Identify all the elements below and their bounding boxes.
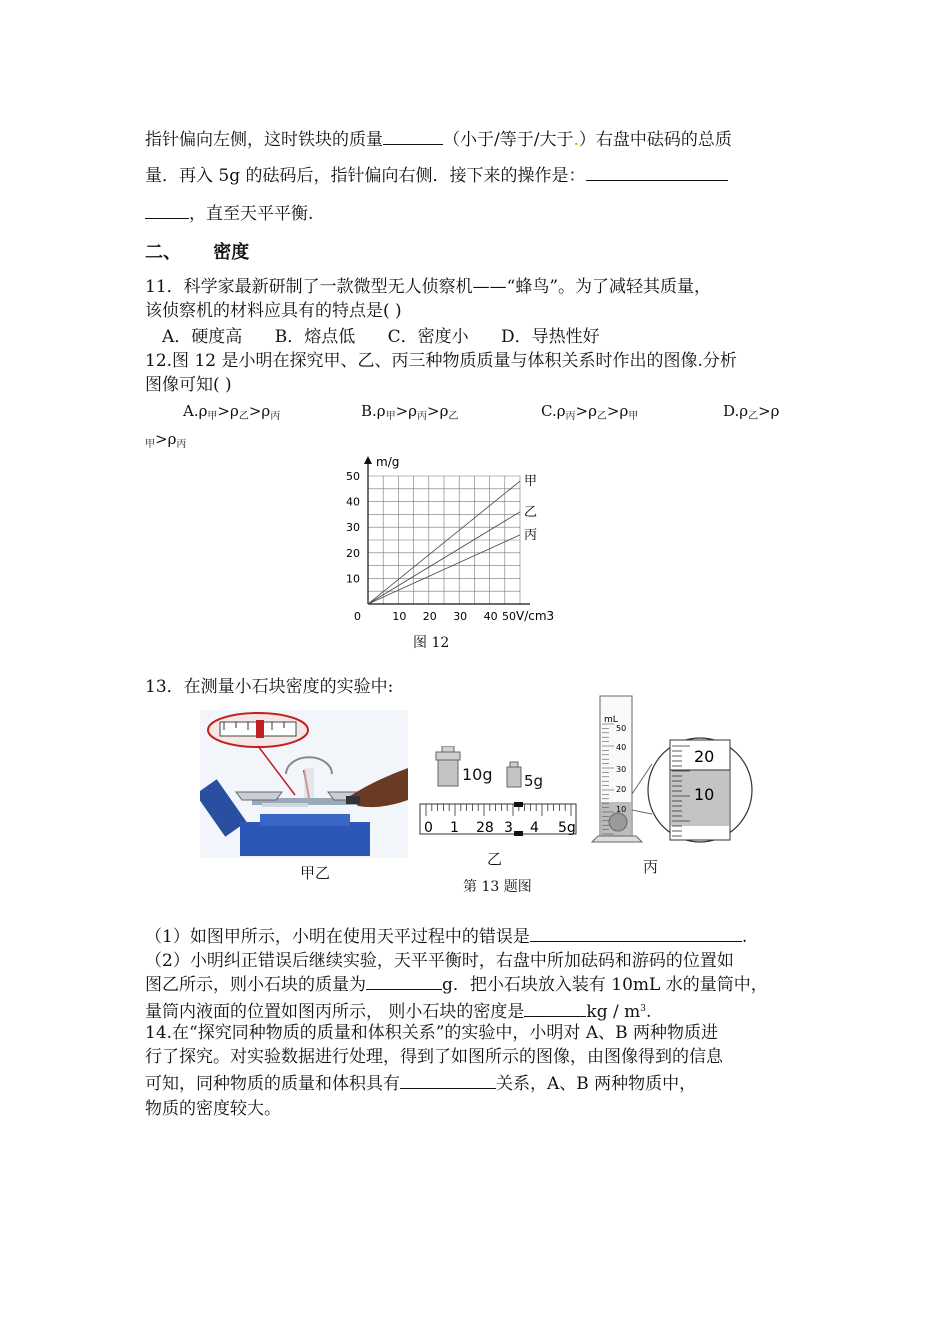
q12-option-a[interactable]: $A.\rho_甲>\rho_乙>\rho_丙$ (183, 402, 281, 422)
q12-option-d-cont: $_甲>\rho_丙$ (145, 430, 187, 450)
weight-5g-icon (507, 767, 521, 787)
q12-line2: 图像可知( ) (145, 375, 232, 395)
zoom-label-10: 10 (694, 785, 715, 804)
rider-marker-bottom (514, 831, 523, 836)
q10-text-b: （小于/等于/大于 (443, 130, 574, 150)
label-bing: 丙 (643, 858, 659, 876)
weight-10g-label: 10g (462, 765, 493, 784)
label-yi: 乙 (487, 850, 503, 868)
balance-base (240, 822, 370, 856)
q14-line3 (145, 1072, 696, 1095)
q10-line1 (145, 128, 732, 151)
x-tick-label: 20 (422, 610, 437, 623)
rider-marker-top (514, 802, 523, 807)
q13-intro: 13．在测量小石块密度的实验中: (145, 677, 394, 697)
y-tick-label: 30 (346, 521, 360, 535)
cyl-tick-10: 10 (616, 805, 627, 814)
cyl-tick-50: 50 (616, 724, 627, 733)
x-tick-label: 0 (354, 610, 361, 623)
q13-blank-2[interactable] (366, 975, 442, 990)
q12-option-c[interactable]: $C.\rho_丙>\rho_乙>\rho_甲$ (541, 402, 639, 422)
section-title: 密度 (213, 242, 250, 263)
y-axis-label: m/g (376, 455, 400, 469)
chart-series (368, 474, 537, 604)
zoom-label-20: 20 (694, 747, 715, 766)
y-axis-arrow (364, 456, 372, 464)
q10-blank-1[interactable] (383, 128, 443, 145)
weight-10g-icon (438, 760, 458, 786)
x-tick-label: 50 (502, 610, 516, 623)
q13-unit: kg / m (586, 1002, 641, 1022)
x-tick-label: 30 (453, 610, 468, 623)
series-label: 乙 (524, 504, 538, 520)
figure-jia-balance (200, 710, 408, 858)
q10-dot: . (573, 130, 579, 150)
q10-text-a: 指针偏向左侧，这时铁块的质量 (145, 130, 383, 150)
q13-p1-text: （1）如图甲所示，小明在使用天平过程中的错误是 (145, 927, 530, 947)
x-tick-label: 40 (483, 610, 498, 623)
cyl-tick-40: 40 (616, 743, 627, 752)
q12-caption: 图 12 (413, 635, 450, 651)
chart-grid (368, 476, 520, 604)
q14-line4: 物质的密度较大。 (145, 1099, 281, 1119)
figure-yi-weights (418, 746, 583, 838)
q13-p2-text-c: 量筒内液面的位置如图丙所示， 则小石块的密度是 (145, 1002, 525, 1022)
q13-p1 (145, 926, 747, 948)
series-label: 甲 (524, 474, 538, 490)
weight-5g-label: 5g (524, 772, 544, 790)
y-tick-label: 20 (346, 546, 360, 560)
chart-ticks (346, 470, 516, 623)
scale-label-4: 4 (530, 820, 539, 836)
q12-line1: 12.图 12 是小明在探究甲、乙、丙三种物质质量与体积关系时作出的图像.分析 (145, 351, 737, 371)
q14-text-a: 可知，同种物质的质量和体积具有 (145, 1074, 400, 1094)
q11-line1: 11．科学家最新研制了一款微型无人侦察机——“蜂鸟”。为了减轻其质量， (145, 277, 712, 297)
cyl-tick-20: 20 (616, 785, 627, 794)
x-axis-label: V/cm3 (516, 609, 555, 623)
q14-line2: 行了探究。对实验数据进行处理，得到了如图所示的图像，由图像得到的信息 (145, 1047, 723, 1067)
y-tick-label: 50 (346, 470, 360, 483)
q13-unit-sup: 3 (640, 1004, 646, 1014)
cyl-tick-30: 30 (616, 765, 627, 774)
q13-p2-line2 (145, 974, 768, 996)
scale-label-2: 28 (476, 820, 494, 836)
q10-blank-2[interactable] (586, 164, 728, 181)
label-jia: 甲乙 (300, 864, 331, 882)
q10-text-3: ，直至天平平衡. (189, 204, 314, 224)
section-number: 二、 (145, 242, 181, 263)
q12-option-b[interactable]: $B.\rho_甲>\rho_丙>\rho_乙$ (361, 402, 459, 422)
q14-blank-1[interactable] (400, 1074, 496, 1089)
q10-line2 (145, 164, 728, 187)
q14-text-b: 关系，A、B 两种物质中， (496, 1074, 697, 1094)
q10-blank-3[interactable] (145, 202, 189, 219)
scale-label-1: 1 (450, 820, 459, 836)
q13-p2-text-b: g．把小石块放入装有 10mL 水的量筒中， (442, 975, 768, 995)
cyl-unit: mL (604, 715, 618, 725)
q12-chart (330, 446, 590, 631)
x-tick-label: 10 (392, 610, 407, 623)
q13-p2-line1: （2）小明纠正错误后继续实验，天平平衡时，右盘中所加砝码和游码的位置如 (145, 951, 734, 971)
figure-bing-cylinder (590, 694, 770, 852)
q12-option-d[interactable]: $D.\rho_乙>\rho$ (723, 402, 780, 422)
y-tick-label: 40 (346, 495, 360, 509)
q11-options: A．硬度高 B．熔点低 C．密度小 D．导热性好 (162, 327, 600, 347)
q10-text-2: 量．再入 5g 的砝码后，指针偏向右侧．接下来的操作是： (145, 166, 586, 186)
section-heading (145, 238, 249, 264)
q10-line3 (145, 202, 313, 225)
series-label: 丙 (524, 527, 538, 543)
q13-p2-text-a: 图乙所示，则小石块的质量为 (145, 975, 366, 995)
scale-label-0: 0 (424, 820, 433, 836)
q11-line2: 该侦察机的材料应具有的特点是( ) (145, 301, 402, 321)
q13-p2-line3 (145, 998, 651, 1023)
q13-blank-3[interactable] (524, 1002, 586, 1017)
q10-text-c: ）右盘中砝码的总质 (578, 130, 732, 150)
q13-blank-1[interactable] (530, 927, 742, 942)
q14-line1: 14.在“探究同种物质的质量和体积关系”的实验中，小明对 A、B 两种物质进 (145, 1023, 718, 1043)
q13-p1-end: . (741, 927, 748, 947)
scale-label-5: 5g (558, 820, 576, 836)
q13-caption: 第 13 题图 (463, 879, 532, 895)
stone-icon (609, 813, 627, 831)
y-tick-label: 10 (346, 572, 360, 586)
q13-p2-end: . (645, 1002, 652, 1022)
scale-label-3: 3 (504, 820, 513, 836)
